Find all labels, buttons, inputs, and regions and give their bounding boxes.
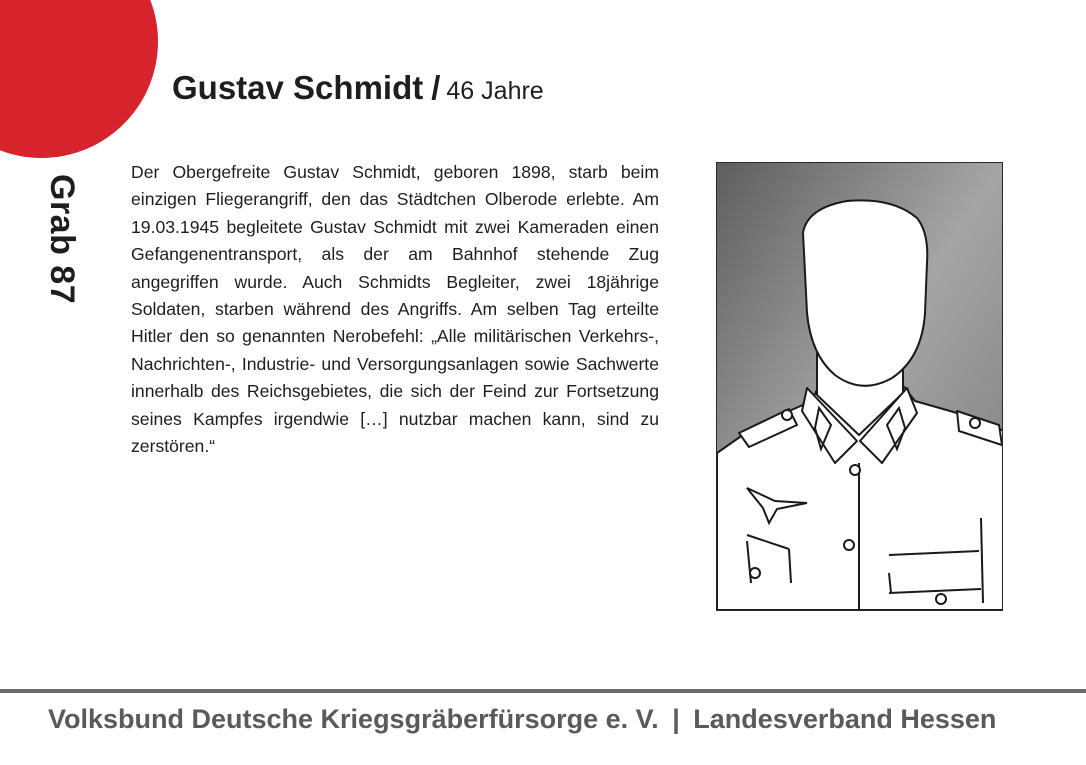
page-title [172,69,544,107]
soldier-portrait-icon [717,163,1002,610]
person-name: Gustav Schmidt [172,69,424,106]
title-separator: / [431,69,441,106]
biography-text: Der Obergefreite Gustav Schmidt, geboren 1898, starb beim einzigen Fliegerangriff, den das Städtchen Olberode erlebte. Am 19.03.1945 begleitete Gustav Schmidt mit zwei Kameraden einen Gefangenentransport, als der am Bahnhof stehende Zug angegriffen wurde. Auch Schmidts Begleiter, zwei 18jährige Soldaten, starben während des Angriffs. Am selben Tag erteilte Hitler den so genannten Nerobefehl: „Alle militärischen Verkehrs-, Nachrichten-, Industrie- und Versorgungsanlagen sowie Sachwerte innerhalb des Reichsgebietes, die sich der Feind zur Fortsetzung seines Kampfes irgendwie […] nutzbar machen kann, sind zu zerstören.“ [131,162,659,457]
footer-organization: Volksbund Deutsche Kriegsgräberfürsorge e. V. [48,704,659,734]
portrait-image [716,162,1003,611]
footer-divider [0,689,1086,693]
grave-number: Grab 87 [43,174,81,305]
footer-separator: | [672,704,680,734]
footer-region: Landesverband Hessen [693,704,997,734]
person-age: 46 Jahre [446,77,544,105]
footer-credit [48,704,996,735]
red-circle-decoration [0,0,158,158]
